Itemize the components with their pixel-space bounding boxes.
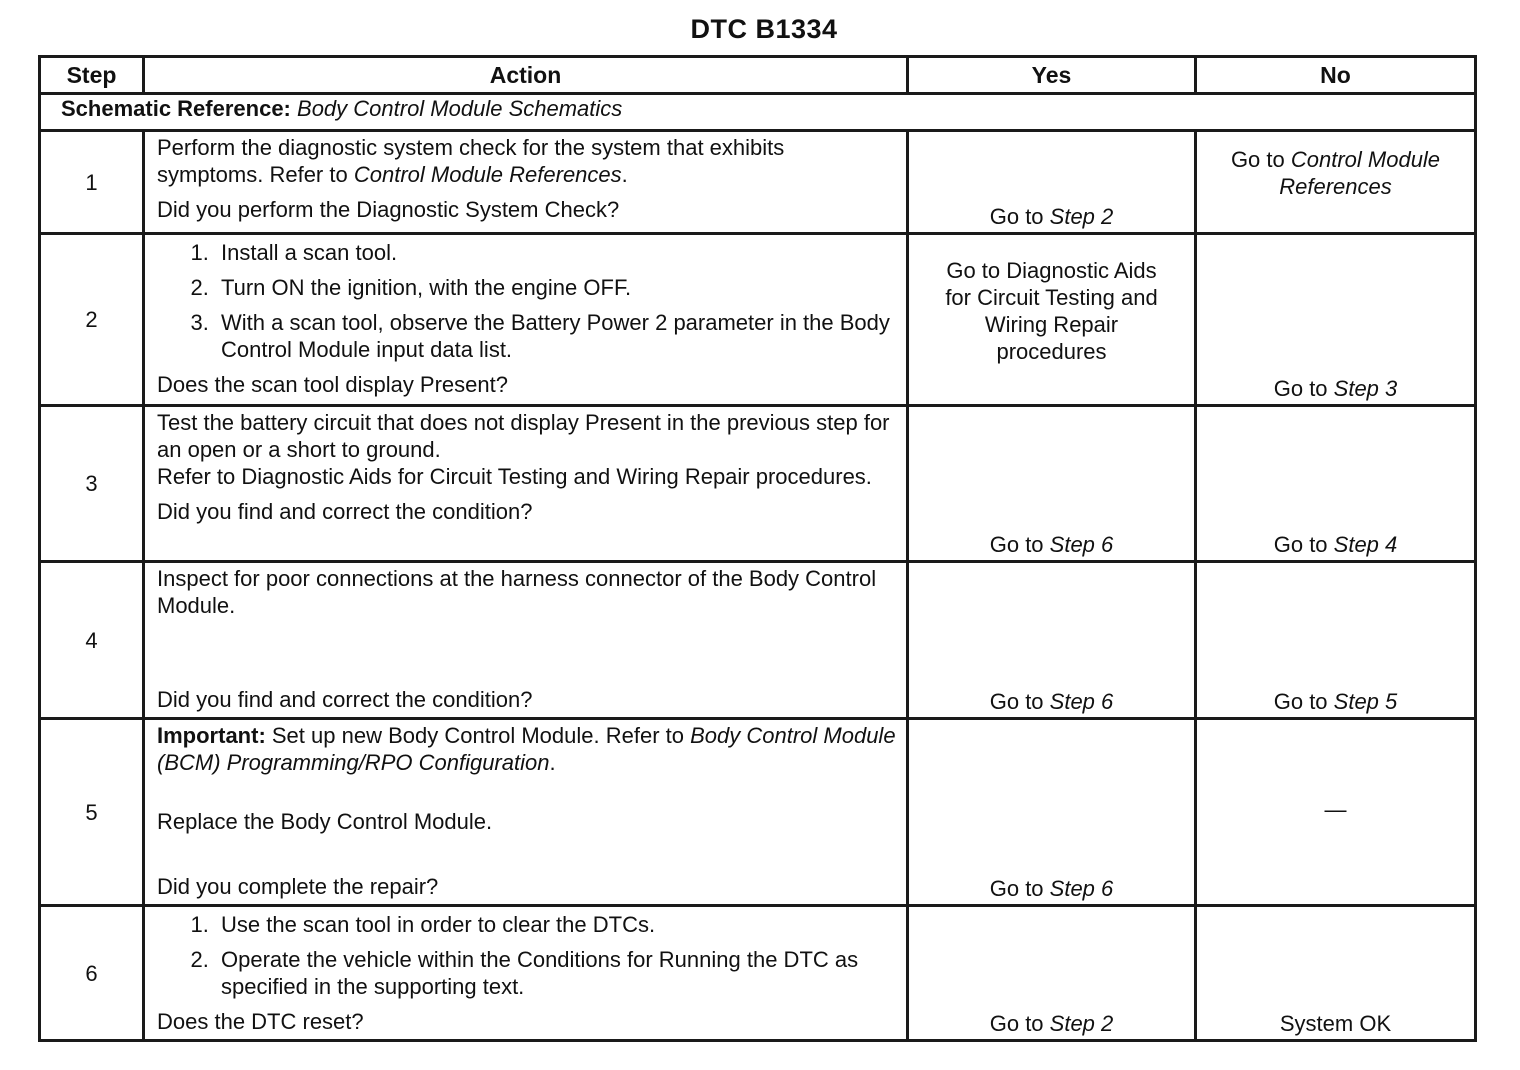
header-no: No (1196, 57, 1476, 94)
no-action: Go to Step 4 (1273, 532, 1398, 557)
diagnostic-table (38, 55, 1477, 1042)
action-list (157, 911, 896, 1000)
step-number: 5 (40, 719, 144, 906)
action-text: Perform the diagnostic system check for the system that exhibits symptoms. Refer to Control Module References. (157, 135, 785, 187)
table-row (40, 719, 1476, 906)
step-number: 3 (40, 406, 144, 562)
no-action: Go to Step 5 (1273, 689, 1398, 714)
action-text: Inspect for poor connections at the harness connector of the Body Control Module. (157, 566, 877, 618)
step-number: 4 (40, 562, 144, 719)
no-action: System OK (1279, 1011, 1392, 1036)
action-cell (144, 906, 908, 1041)
yes-cell (908, 234, 1196, 406)
action-text: Test the battery circuit that does not display Present in the previous step for an open or a short to ground. (157, 410, 890, 462)
schematic-reference (40, 94, 1476, 131)
action-cell (144, 131, 908, 234)
step-number: 2 (40, 234, 144, 406)
schematic-label: Schematic Reference: (61, 96, 291, 121)
no-cell (1196, 131, 1476, 234)
question-text: Does the scan tool display Present? (157, 372, 508, 397)
action-cell (144, 406, 908, 562)
no-cell (1196, 406, 1476, 562)
yes-action: Go to Step 2 (989, 204, 1114, 229)
table-row (40, 406, 1476, 562)
action-cell (144, 234, 908, 406)
no-cell (1196, 719, 1476, 906)
list-item: 2. Operate the vehicle within the Conditions for Running the DTC as specified in the supporting text. (215, 946, 896, 1000)
question-text: Does the DTC reset? (157, 1009, 364, 1034)
schematic-link: Body Control Module Schematics (297, 96, 623, 121)
yes-cell (908, 562, 1196, 719)
table-row (40, 562, 1476, 719)
action-cell (144, 562, 908, 719)
list-item: 1. Install a scan tool. (215, 239, 896, 266)
no-action: — (1324, 796, 1347, 822)
yes-cell (908, 719, 1196, 906)
document-title: DTC B1334 (690, 14, 838, 44)
yes-action: Go to Step 2 (989, 1011, 1114, 1036)
question-text: Did you find and correct the condition? (157, 499, 533, 524)
table-row (40, 906, 1476, 1041)
no-cell (1196, 906, 1476, 1041)
question-text: Did you complete the repair? (157, 874, 439, 899)
header-step: Step (40, 57, 144, 94)
yes-cell (908, 131, 1196, 234)
no-action: Go to Control Module References (1230, 147, 1441, 199)
step-number: 6 (40, 906, 144, 1041)
reference-text: Body Control Module (BCM) Programming/RPO Configuration (157, 723, 896, 775)
yes-cell (908, 906, 1196, 1041)
schematic-reference-row (40, 94, 1476, 131)
important-note: Important: Set up new Body Control Module. Refer to Body Control Module (BCM) Programming/RPO Configuration. (157, 723, 896, 775)
step-number: 1 (40, 131, 144, 234)
no-cell (1196, 562, 1476, 719)
yes-action: Go to Step 6 (989, 876, 1114, 901)
yes-action: Go to Step 6 (989, 689, 1114, 714)
yes-action: Go to Step 6 (989, 532, 1114, 557)
yes-action: Go to Diagnostic Aids for Circuit Testing and Wiring Repair procedures (945, 258, 1158, 364)
action-list (157, 239, 896, 363)
table-row (40, 131, 1476, 234)
question-text: Did you perform the Diagnostic System Check? (157, 197, 620, 222)
no-cell (1196, 234, 1476, 406)
table-row (40, 234, 1476, 406)
list-item: 2. Turn ON the ignition, with the engine OFF. (215, 274, 896, 301)
action-cell (144, 719, 908, 906)
yes-cell (908, 406, 1196, 562)
header-yes: Yes (908, 57, 1196, 94)
question-text: Did you find and correct the condition? (157, 687, 533, 712)
action-text: Replace the Body Control Module. (157, 809, 493, 834)
no-action: Go to Step 3 (1273, 376, 1398, 401)
action-text: Refer to Diagnostic Aids for Circuit Testing and Wiring Repair procedures. (157, 464, 872, 489)
header-row (40, 57, 1476, 94)
list-item: 1. Use the scan tool in order to clear the DTCs. (215, 911, 896, 938)
reference-text: Control Module References (353, 162, 622, 187)
list-item: 3. With a scan tool, observe the Battery Power 2 parameter in the Body Control Module input data list. (215, 309, 896, 363)
header-action: Action (144, 57, 908, 94)
